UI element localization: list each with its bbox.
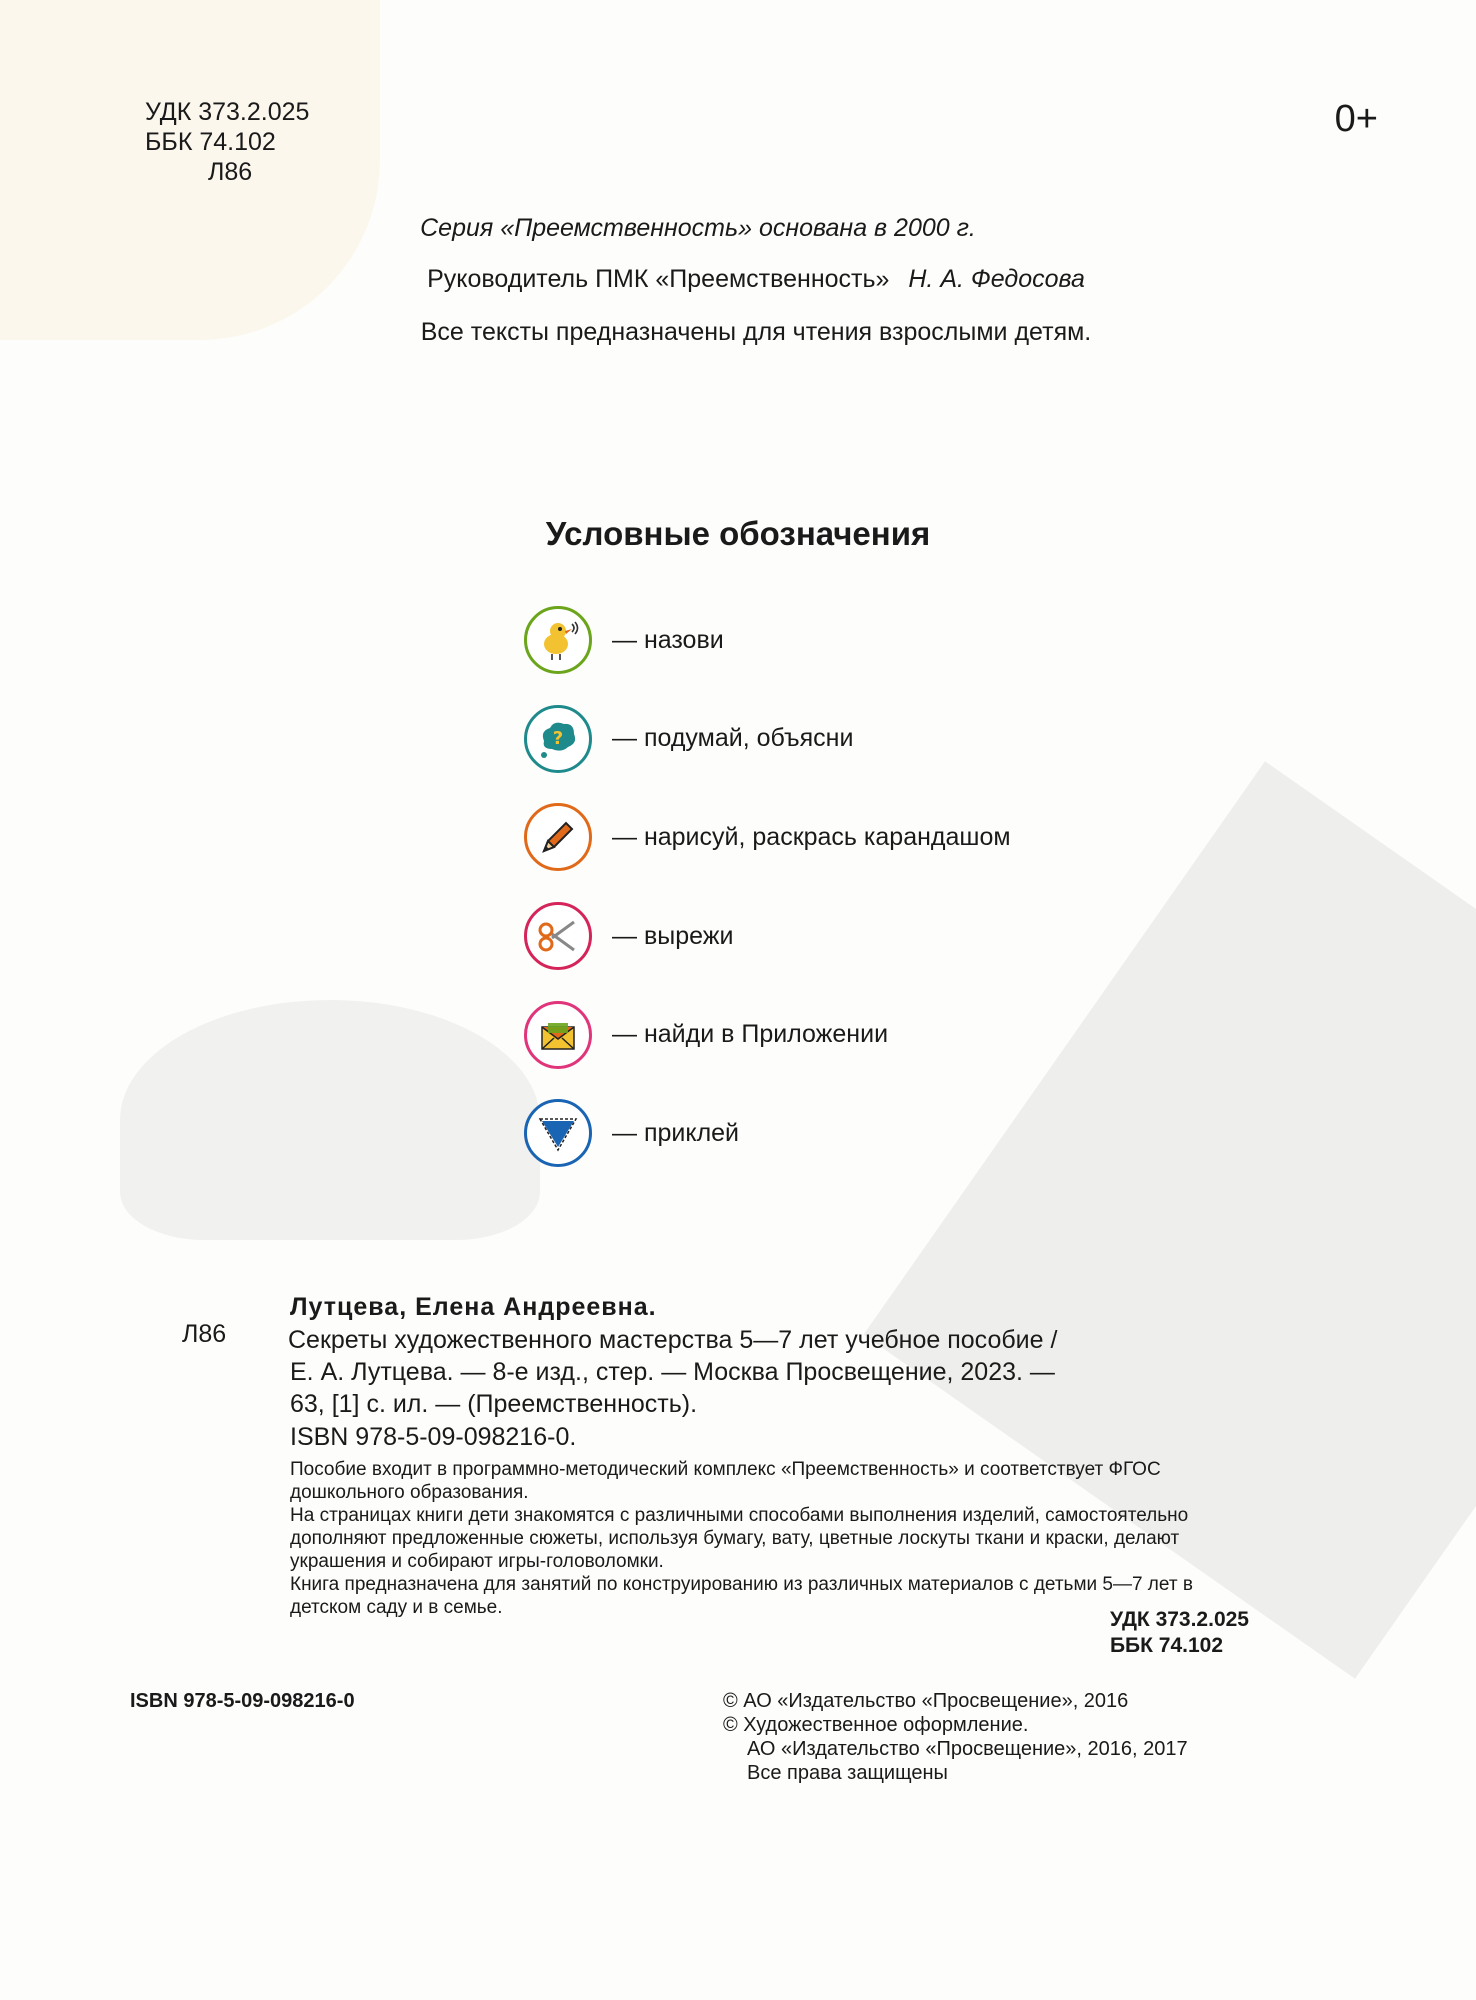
legend-list xyxy=(524,591,1011,1183)
legend-text: — найди в Приложении xyxy=(612,1020,889,1049)
program-leader xyxy=(18,265,1476,294)
glue-triangle-icon xyxy=(524,1099,592,1167)
legend-text: — нарисуй, раскрась карандашом xyxy=(612,822,1011,851)
copyright-line: АО «Издательство «Просвещение», 2016, 2017 xyxy=(747,1738,1188,1760)
envelope-icon xyxy=(524,1001,592,1069)
legend-item-glue xyxy=(524,1084,1011,1183)
legend-text: — приклей xyxy=(612,1118,740,1147)
reading-note: Все тексты предназначены для чтения взрослыми детям. xyxy=(420,318,1092,346)
biblio-line: Секреты художественного мастерства 5—7 лет учебное пособие / xyxy=(288,1326,1058,1354)
bibliographic-record xyxy=(290,1324,1250,1420)
scissors-icon xyxy=(524,902,592,970)
copyright-block xyxy=(723,1689,1188,1785)
biblio-line: Е. А. Лутцева. — 8-е изд., стер. — Москва Просвещение, 2023. — xyxy=(290,1358,1055,1386)
annotation xyxy=(290,1458,1250,1619)
legend-text: — назови xyxy=(612,625,724,654)
bbk-code: ББК 74.102 xyxy=(145,128,276,156)
annotation-paragraph: На страницах книги дети знакомятся с различными способами выполнения изделий, самостоятельно дополняют предложенные сюжеты, используя бумагу, вату, цветные лоскуты ткани и краски, делают украшения и собирают игры-головоломки. xyxy=(290,1505,1189,1572)
legend-title: Условные обозначения xyxy=(545,515,931,552)
annotation-paragraph: Книга предназначена для занятий по конструированию из различных материалов с детьми 5—7 лет в детском саду и в семье. xyxy=(290,1574,1193,1618)
legend-item-draw xyxy=(524,788,1011,887)
copyright-line: Все права защищены xyxy=(747,1762,948,1784)
copyright-line: © АО «Издательство «Просвещение», 2016 xyxy=(723,1690,1129,1712)
catalog-codes-top xyxy=(145,97,309,187)
udk-code: УДК 373.2.025 xyxy=(1109,1608,1249,1631)
isbn-record: ISBN 978-5-09-098216-0. xyxy=(290,1423,577,1451)
bbk-code: ББК 74.102 xyxy=(1109,1634,1224,1657)
thought-question-icon xyxy=(524,705,592,773)
svg-text:?: ? xyxy=(552,727,564,749)
leader-label: Руководитель ПМК «Преемственность» xyxy=(427,265,890,293)
copyright-line: © Художественное оформление. xyxy=(723,1714,1029,1736)
leader-name: Н. А. Федосова xyxy=(908,265,1085,293)
biblio-line: 63, [1] с. ил. — (Преемственность). xyxy=(290,1390,698,1418)
legend-item-appendix xyxy=(524,985,1011,1084)
library-code: Л86 xyxy=(182,1320,227,1348)
legend-text: — вырежи xyxy=(612,921,734,950)
bird-icon xyxy=(524,606,592,674)
legend-item-cut xyxy=(524,887,1011,986)
age-rating: 0+ xyxy=(1334,98,1378,140)
legend-item-think xyxy=(524,690,1011,789)
annotation-paragraph: Пособие входит в программно-методический комплекс «Преемственность» и соответствует ФГОС дошкольного образования. xyxy=(290,1459,1161,1503)
legend-text: — подумай, объясни xyxy=(612,724,854,753)
legend-item-name xyxy=(524,591,1011,690)
isbn-footer: ISBN 978-5-09-098216-0 xyxy=(130,1690,355,1712)
author-mark: Л86 xyxy=(208,158,253,186)
udk-code: УДК 373.2.025 xyxy=(145,98,310,126)
catalog-codes-bottom xyxy=(1110,1607,1249,1659)
series-note: Серия «Преемственность» основана в 2000 г. xyxy=(420,214,976,242)
pencil-icon xyxy=(524,803,592,871)
library-card xyxy=(290,1290,1250,1619)
author-name: Лутцева, Елена Андреевна. xyxy=(290,1293,657,1321)
